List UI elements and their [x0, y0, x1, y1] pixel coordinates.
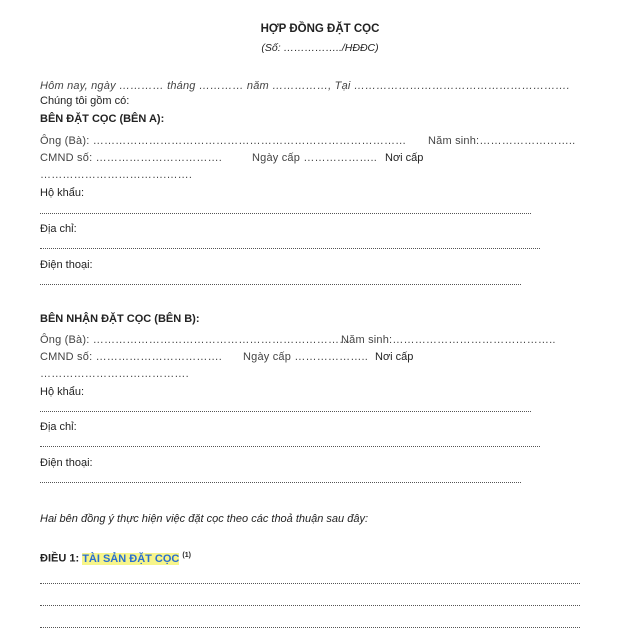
- article-1-dotline-3: [40, 627, 580, 628]
- article-1-prefix: ĐIỀU 1:: [40, 552, 80, 565]
- party-a-household-dotline: [40, 213, 531, 214]
- party-a-address-dotline: [40, 248, 540, 249]
- party-b-household-label: Hộ khẩu:: [40, 386, 85, 398]
- article-1-footnote: (1): [182, 552, 191, 559]
- party-a-household-label: Hộ khẩu:: [40, 187, 85, 199]
- party-b-address-label: Địa chỉ:: [40, 421, 77, 433]
- party-b-address-dotline: [40, 446, 540, 447]
- party-a-heading: BÊN ĐẶT CỌC (BÊN A):: [40, 113, 165, 125]
- party-a-id-continue: …………………………….…….: [40, 169, 193, 181]
- article-1-dotline-1: [40, 583, 580, 584]
- party-a-address-label: Địa chỉ:: [40, 223, 77, 235]
- parties-intro: Chúng tôi gồm có:: [40, 95, 130, 107]
- agreement-sentence: Hai bên đồng ý thực hiện việc đặt cọc theo các thoả thuận sau đây:: [40, 513, 369, 525]
- party-a-id-date-field: Ngày cấp ………………..: [252, 152, 378, 164]
- party-b-id-date-field: Ngày cấp ………………..: [243, 351, 369, 363]
- party-b-name-field: Ông (Bà): ……………………………………………………………: [40, 334, 351, 346]
- article-1-title: TÀI SẢN ĐẶT CỌC: [82, 552, 180, 565]
- contract-number: (Số: ……………../HĐĐC): [261, 42, 379, 54]
- party-a-birth-field: Năm sinh:……………………..: [428, 135, 576, 147]
- party-a-id-place-field: Nơi cấp: [385, 152, 424, 164]
- party-b-id-field: CMND số: …………………………….: [40, 351, 223, 363]
- contract-title: HỢP ĐỒNG ĐẶT CỌC: [260, 23, 380, 35]
- party-a-id-field: CMND số: …………………………….: [40, 152, 223, 164]
- party-a-phone-label: Điện thoại:: [40, 259, 93, 271]
- party-b-phone-label: Điện thoại:: [40, 457, 93, 469]
- party-a-name-field: Ông (Bà): …………………………………………………………………………: [40, 135, 407, 147]
- party-b-id-continue: ………………………………….: [40, 368, 189, 380]
- article-1-heading: [40, 549, 191, 566]
- party-b-birth-field: Năm sinh:……………………………………..: [341, 334, 556, 346]
- date-place-line: Hôm nay, ngày ………… tháng ………… năm ……………, Tại ………………………………………………….: [40, 80, 570, 92]
- party-b-household-dotline: [40, 411, 531, 412]
- party-b-id-place-field: Nơi cấp: [375, 351, 414, 363]
- party-b-heading: BÊN NHẬN ĐẶT CỌC (BÊN B):: [40, 313, 200, 325]
- party-a-phone-dotline: [40, 284, 521, 285]
- article-1-dotline-2: [40, 605, 580, 606]
- party-b-phone-dotline: [40, 482, 521, 483]
